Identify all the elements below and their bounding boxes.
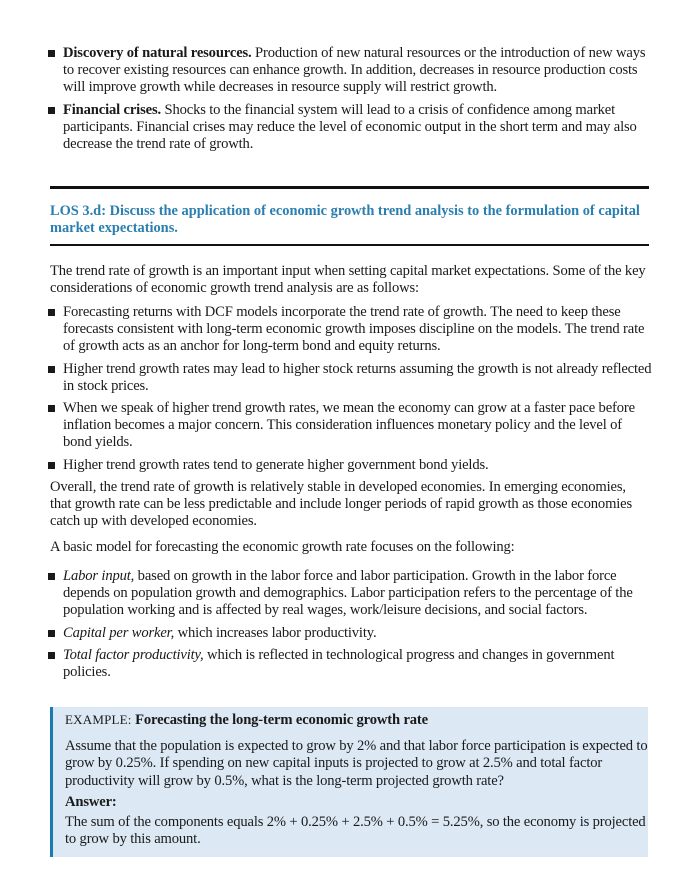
overall-paragraph: Overall, the trend rate of growth is relatively stable in developed economies. In emerging economies, that growth rate can be less predictable and include longer periods of rapid growth as those economies catch up with developed economies. — [50, 479, 633, 530]
component-text: which is reflected in technological progress and changes in government policies. — [63, 646, 615, 681]
section-divider-top — [50, 186, 649, 189]
answer-label: Answer: — [65, 793, 117, 810]
bullet-lead: Discovery of natural resources. — [63, 45, 252, 61]
example-box — [50, 707, 648, 857]
example-label: EXAMPLE: — [65, 712, 132, 727]
square-bullet-icon — [48, 462, 55, 469]
intro-paragraph: The trend rate of growth is an important input when setting capital market expectations. Some of the key considerations of economic growth trend analysis are as follows: — [50, 263, 646, 297]
model-components-list — [47, 568, 652, 686]
square-bullet-icon — [48, 366, 55, 373]
list-item — [47, 102, 652, 154]
bullet-text: Higher trend growth rates tend to generate higher government bond yields. — [63, 456, 489, 473]
square-bullet-icon — [48, 630, 55, 637]
component-term: Capital per worker, — [63, 624, 175, 641]
component-text: based on growth in the labor force and labor participation. Growth in the labor force depends on population growth and demographics. Labor participation refers to the percentage of the population working and is affected by real wages, work/leisure decisions, and social factors. — [63, 568, 633, 619]
list-item — [47, 361, 652, 395]
bullet-text: Shocks to the financial system will lead to a crisis of confidence among market participants. Financial crises may reduce the level of economic output in the short term and may also decrease the trend rate of growth. — [63, 101, 637, 153]
bullet-text: Forecasting returns with DCF models incorporate the trend rate of growth. The need to keep these forecasts consistent with long-term economic growth imposes discipline on the models. The trend rate of growth acts as an anchor for long-term bond and equity returns. — [63, 304, 645, 355]
bullet-text: Higher trend growth rates may lead to higher stock returns assuming the growth is not already reflected in stock prices. — [63, 360, 652, 394]
example-heading: Forecasting the long-term economic growth rate — [131, 712, 428, 728]
example-title — [65, 711, 648, 729]
list-item — [47, 304, 652, 356]
list-item — [47, 457, 652, 474]
square-bullet-icon — [48, 652, 55, 659]
growth-factors-list — [47, 45, 652, 158]
considerations-list — [47, 304, 652, 474]
section-divider-bottom — [50, 244, 649, 246]
bullet-text: When we speak of higher trend growth rates, we mean the economy can grow at a faster pace before inflation becomes a major concern. This consideration influences monetary policy and the level of bond yields. — [63, 400, 635, 451]
component-term: Total factor productivity, — [63, 646, 204, 663]
list-item — [47, 568, 652, 620]
model-paragraph: A basic model for forecasting the economic growth rate focuses on the following: — [50, 539, 515, 555]
square-bullet-icon — [48, 309, 55, 316]
list-item — [47, 647, 652, 681]
los-heading: LOS 3.d: Discuss the application of economic growth trend analysis to the formulation of capital market expectations. — [50, 203, 640, 237]
list-item — [47, 45, 652, 97]
component-text: which increases labor productivity. — [174, 624, 377, 641]
square-bullet-icon — [48, 573, 55, 580]
list-item — [47, 400, 652, 452]
square-bullet-icon — [48, 50, 55, 57]
example-question: Assume that the population is expected to grow by 2% and that labor force participation is expected to grow by 0.25%. If spending on new capital inputs is projected to grow at 2.5% and total factor productivity will grow by 0.5%, what is the long-term projected growth rate? — [65, 738, 648, 789]
list-item — [47, 625, 652, 642]
example-answer: The sum of the components equals 2% + 0.25% + 2.5% + 0.5% = 5.25%, so the economy is projected to grow by this amount. — [65, 814, 646, 848]
bullet-text: Production of new natural resources or the introduction of new ways to recover existing resources can enhance growth. In addition, decreases in resource production costs will improve growth while decreases in resource supply will restrict growth. — [63, 45, 646, 96]
component-term: Labor input, — [63, 568, 135, 584]
bullet-lead: Financial crises. — [63, 101, 161, 118]
square-bullet-icon — [48, 405, 55, 412]
square-bullet-icon — [48, 107, 55, 114]
